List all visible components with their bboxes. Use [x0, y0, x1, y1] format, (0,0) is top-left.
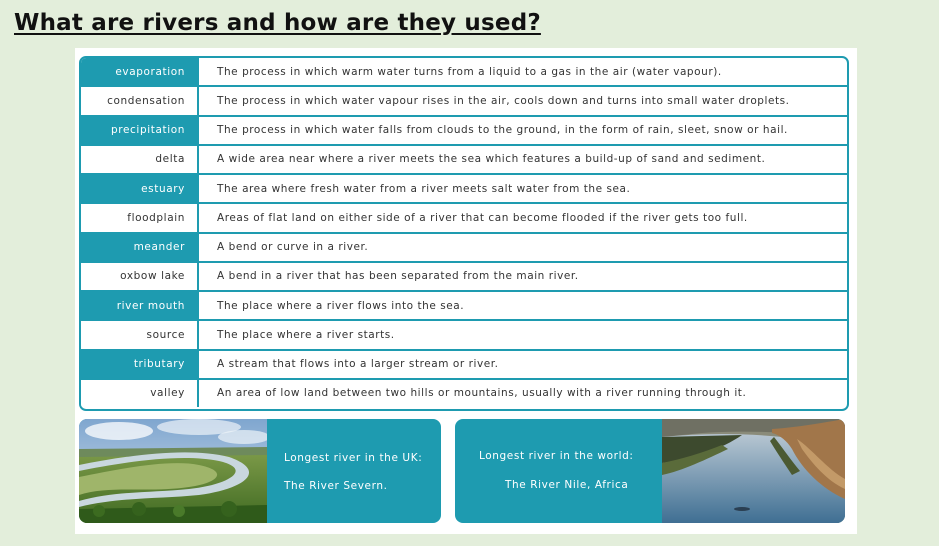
glossary-definition: A wide area near where a river meets the sea which features a build-up of sand and sediment.	[217, 153, 766, 166]
uk-river-card	[79, 419, 441, 523]
glossary-row	[81, 378, 847, 407]
uk-card-heading: Longest river in the UK:	[284, 452, 423, 464]
glossary-definition: An area of low land between two hills or mountains, usually with a river running through it.	[217, 387, 747, 400]
glossary-row	[81, 85, 847, 114]
glossary-definition: The place where a river starts.	[217, 328, 395, 341]
glossary-term: river mouth	[81, 292, 199, 319]
glossary-row	[81, 202, 847, 231]
glossary-definition: The place where a river flows into the sea.	[217, 299, 465, 312]
glossary-term: valley	[81, 380, 199, 407]
glossary-row	[81, 349, 847, 378]
glossary-table	[79, 56, 849, 411]
page-title: What are rivers and how are they used?	[14, 10, 541, 36]
glossary-term: condensation	[81, 87, 199, 114]
glossary-term: estuary	[81, 175, 199, 202]
worksheet	[75, 48, 857, 534]
glossary-definition: A stream that flows into a larger stream or river.	[217, 358, 499, 371]
uk-card-value: The River Severn.	[284, 480, 388, 492]
glossary-row	[81, 261, 847, 290]
glossary-row	[81, 144, 847, 173]
glossary-term: delta	[81, 146, 199, 173]
glossary-term: precipitation	[81, 117, 199, 144]
glossary-definition: The process in which water falls from clouds to the ground, in the form of rain, sleet, snow or hail.	[217, 124, 788, 137]
glossary-row	[81, 173, 847, 202]
glossary-definition: The area where fresh water from a river meets salt water from the sea.	[217, 182, 631, 195]
glossary-row	[81, 319, 847, 348]
glossary-row	[81, 115, 847, 144]
world-card-heading: Longest river in the world:	[479, 450, 634, 462]
glossary-definition: The process in which warm water turns from a liquid to a gas in the air (water vapour).	[217, 65, 722, 78]
river-nile-photo	[662, 419, 845, 523]
glossary-term: evaporation	[81, 58, 199, 85]
glossary-definition: Areas of flat land on either side of a river that can become flooded if the river gets too full.	[217, 211, 748, 224]
glossary-term: source	[81, 321, 199, 348]
river-severn-photo	[79, 419, 267, 523]
glossary-row	[81, 232, 847, 261]
world-river-card	[455, 419, 845, 523]
glossary-row	[81, 290, 847, 319]
glossary-definition: A bend or curve in a river.	[217, 241, 369, 254]
glossary-term: oxbow lake	[81, 263, 199, 290]
glossary-term: floodplain	[81, 204, 199, 231]
glossary-definition: The process in which water vapour rises in the air, cools down and turns into small water droplets.	[217, 94, 790, 107]
world-card-value: The River Nile, Africa	[505, 479, 629, 491]
glossary-definition: A bend in a river that has been separated from the main river.	[217, 270, 579, 283]
glossary-row	[81, 58, 847, 85]
glossary-term: tributary	[81, 351, 199, 378]
glossary-term: meander	[81, 234, 199, 261]
